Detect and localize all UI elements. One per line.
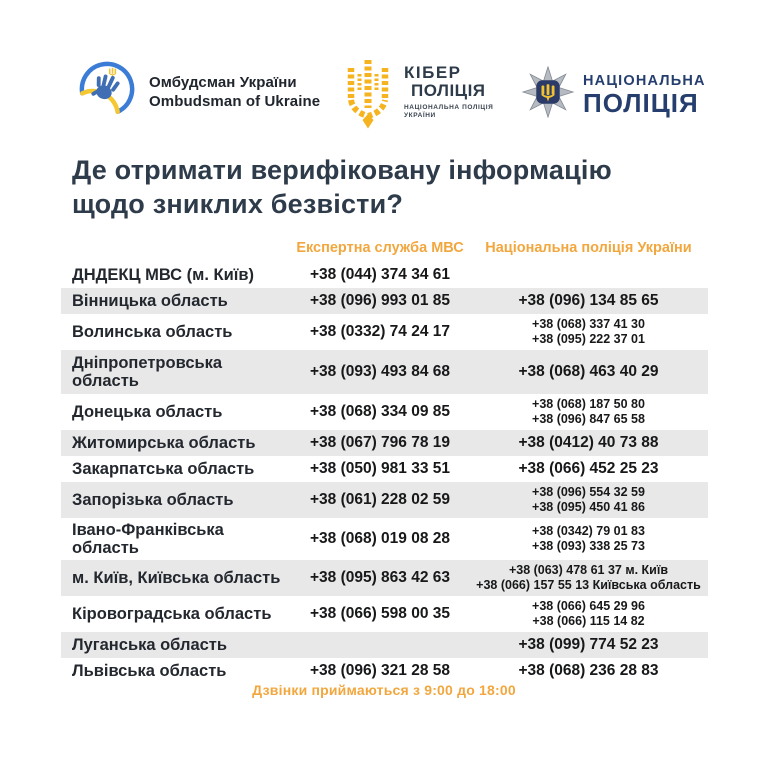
police-phone-cell <box>469 292 708 310</box>
region-label: Закарпатська область <box>72 460 255 478</box>
police-phone-cell <box>469 563 708 593</box>
police-phone: +38 (068) 187 50 80 <box>532 397 645 411</box>
ombudsman-label-en: Ombudsman of Ukraine <box>149 92 321 110</box>
police-phone: +38 (066) 157 55 13 Київська область <box>476 578 701 592</box>
expert-phone: +38 (0332) 74 24 17 <box>309 323 451 340</box>
police-phone: +38 (0342) 79 01 83 <box>532 524 645 538</box>
region-label: Кіровоградська область <box>72 605 272 623</box>
expert-phone-cell <box>291 460 469 478</box>
expert-phone-cell <box>291 403 469 421</box>
police-label-line2: ПОЛІЦІЯ <box>583 87 699 118</box>
expert-phone: +38 (068) 019 08 28 <box>309 530 451 547</box>
table-row <box>61 632 708 658</box>
ombudsman-hand-icon <box>78 60 136 123</box>
expert-phone: +38 (095) 863 42 63 <box>309 569 451 586</box>
cyberpolice-sublabel-line1: НАЦІОНАЛЬНА ПОЛІЦІЯ <box>404 104 494 111</box>
column-header-police: Національна поліція України <box>485 240 692 256</box>
table-row <box>61 350 708 394</box>
police-phone-cell <box>469 397 708 427</box>
region-label: Луганська область <box>72 636 228 654</box>
expert-phone: +38 (096) 321 28 58 <box>309 662 451 679</box>
expert-phone-cell <box>291 434 469 452</box>
page-title-line1: Де отримати верифіковану інформацію <box>72 155 612 185</box>
region-label: Дніпропетровська область <box>72 354 223 390</box>
police-phone-cell <box>469 363 708 381</box>
column-header-expert: Експертна служба МВС <box>296 240 464 256</box>
region-label: Волинська область <box>72 323 233 341</box>
cyberpolice-trident-icon <box>342 58 394 135</box>
police-phone-cell <box>469 524 708 554</box>
police-phone: +38 (066) 452 25 23 <box>518 460 659 477</box>
cyberpolice-label-line1: КІБЕР <box>404 63 462 82</box>
police-phone-cell <box>469 485 708 515</box>
table-row <box>61 394 708 430</box>
table-row <box>61 314 708 350</box>
police-phone: +38 (066) 115 14 82 <box>532 614 645 628</box>
expert-phone-cell <box>291 605 469 623</box>
expert-phone-cell <box>291 491 469 509</box>
call-hours-note: Дзвінки приймаються з 9:00 до 18:00 <box>252 682 516 698</box>
police-phone-cell <box>469 662 708 680</box>
police-phone-cell <box>469 599 708 629</box>
region-label: Донецька область <box>72 403 223 421</box>
police-phone: +38 (068) 463 40 29 <box>518 363 659 380</box>
region-label: Запорізька область <box>72 491 234 509</box>
expert-phone: +38 (067) 796 78 19 <box>309 434 451 451</box>
police-phone: +38 (095) 450 41 86 <box>532 500 645 514</box>
expert-phone-cell <box>291 662 469 680</box>
region-label: ДНДЕКЦ МВС (м. Київ) <box>72 266 255 284</box>
expert-phone: +38 (066) 598 00 35 <box>309 605 451 622</box>
police-phone: +38 (096) 134 85 65 <box>518 292 659 309</box>
police-phone: +38 (068) 236 28 83 <box>518 662 659 679</box>
national-police-logo <box>522 66 706 123</box>
expert-phone-cell <box>291 292 469 310</box>
expert-phone: +38 (050) 981 33 51 <box>309 460 451 477</box>
region-label: Львівська область <box>72 662 227 680</box>
cyberpolice-sublabel-line2: УКРАЇНИ <box>404 112 436 119</box>
table-row <box>61 518 708 560</box>
table-row <box>61 262 708 288</box>
police-star-badge-icon <box>522 66 574 123</box>
table-row <box>61 658 708 684</box>
ombudsman-label-ua: Омбудсман України <box>149 73 297 91</box>
police-phone: +38 (068) 337 41 30 <box>532 317 645 331</box>
police-phone: +38 (0412) 40 73 88 <box>518 434 659 451</box>
expert-phone: +38 (093) 493 84 68 <box>309 363 451 380</box>
table-row <box>61 288 708 314</box>
expert-phone-cell <box>291 323 469 341</box>
police-phone: +38 (095) 222 37 01 <box>532 332 645 346</box>
police-phone-cell <box>469 434 708 452</box>
table-row <box>61 560 708 596</box>
expert-phone: +38 (068) 334 09 85 <box>309 403 451 420</box>
police-phone-cell <box>469 636 708 654</box>
page-title <box>72 153 612 221</box>
police-phone: +38 (096) 847 65 58 <box>532 412 645 426</box>
expert-phone-cell <box>291 363 469 381</box>
police-phone-cell <box>469 317 708 347</box>
police-phone: +38 (063) 478 61 37 м. Київ <box>508 563 669 577</box>
expert-phone: +38 (096) 993 01 85 <box>309 292 451 309</box>
ombudsman-logo <box>78 60 320 123</box>
table-row <box>61 596 708 632</box>
expert-phone: +38 (061) 228 02 59 <box>309 491 451 508</box>
expert-phone-cell <box>291 530 469 548</box>
police-phone: +38 (093) 338 25 73 <box>532 539 645 553</box>
expert-phone-cell <box>291 266 469 284</box>
region-label: Вінницька область <box>72 292 228 310</box>
police-phone: +38 (066) 645 29 96 <box>532 599 645 613</box>
expert-phone-cell <box>291 569 469 587</box>
police-phone-cell <box>469 460 708 478</box>
page-title-line2: щодо зниклих безвісти? <box>72 189 404 219</box>
region-label: м. Київ, Київська область <box>72 569 281 587</box>
police-phone: +38 (099) 774 52 23 <box>518 636 659 653</box>
cyberpolice-label-line2: ПОЛІЦІЯ <box>411 81 486 100</box>
police-label-line1: НАЦІОНАЛЬНА <box>583 72 706 89</box>
expert-phone: +38 (044) 374 34 61 <box>309 266 451 283</box>
table-row <box>61 430 708 456</box>
cyberpolice-logo <box>342 58 493 135</box>
region-label: Івано-Франківська область <box>72 521 224 557</box>
phone-table <box>61 236 708 684</box>
table-row <box>61 482 708 518</box>
region-label: Житомирська область <box>72 434 256 452</box>
table-header-row <box>61 236 708 260</box>
police-phone: +38 (096) 554 32 59 <box>532 485 645 499</box>
table-row <box>61 456 708 482</box>
